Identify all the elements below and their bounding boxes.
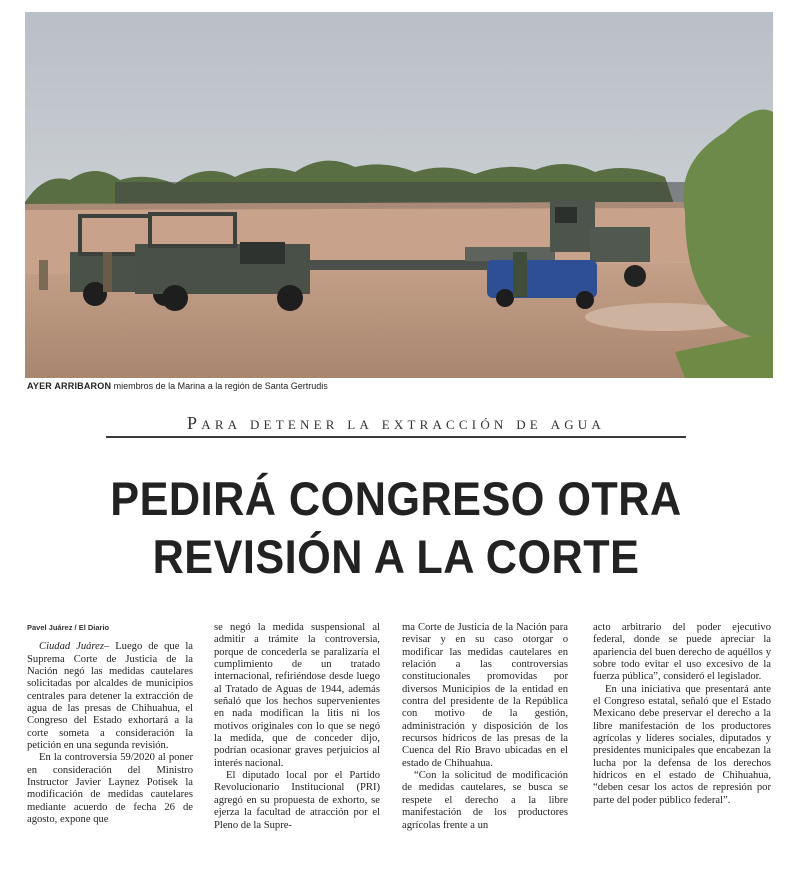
kicker: Para detener la extracción de agua [187,413,605,433]
headline-line-2: REVISIÓN A LA CORTE [152,530,640,583]
article-column-1 [27,622,193,827]
article-column-2 [214,622,380,832]
column-2-paragraph-1: se negó la medida suspensional al admitir a trámite la controversia, porque de concederla se paralizaría el cumplimiento de un tratado internacional, refiriéndose desde luego al Tratado de Aguas de 1944, además señaló que los hechos supervenientes en nada modifican la litis ni los motivos originales con lo que se negó la medida, que de conceder dijo, podrían ocasionar graves perjuicios al interés nacional. [214,622,380,769]
column-3-paragraph-2: “Con la solicitud de modificación de medidas cautelares, se busca se respete el derecho a la libre manifestación de los productores agrícolas frente a un [402,770,568,831]
column-4-paragraph-1: acto arbitrario del poder ejecutivo federal, donde se puede apreciar la apariencia del buen derecho de aquéllos y sobre todo evitar el uso excesivo de la fuerza pública”, consideró el legislador. [593,622,771,683]
headline [32,470,761,586]
caption-lead: AYER ARRIBARON [27,381,112,391]
article-column-4 [593,622,771,807]
column-2-paragraph-2: El diputado local por el Partido Revolucionario Institucional (PRI) agregó en su propuesta de exhorto, se ejerza la facultad de atracción por el Pleno de la Supre- [214,770,380,831]
headline-line-1: PEDIRÁ CONGRESO OTRA [110,472,682,525]
photo-marina-trucks-icon [25,12,773,378]
article-column-3 [402,622,568,832]
kicker-underline [106,436,686,438]
column-3-paragraph-1: ma Corte de Justicia de la Nación para revisar y en su caso otorgar o modificar las medidas cautelares en relación a las controversias constitucionales promovidas por diversos Municipios de la entidad en contra del presidente de la República con motivo de la gestión, administración y disposición de los recursos hídricos de las presas de la Cuenca del Río Bravo ubicadas en el estado de Chihuahua. [402,622,568,769]
column-1-paragraph-1: – Luego de que la Suprema Corte de Justicia de la Nación negó las medidas cautelares solicitadas por alcaldes de municipios centrales para detener la extracción de agua de las presas de Chihuahua, el Congreso del Estado exhortará a la corte someta a consideración la petición en una segunda revisión. [27,641,193,752]
column-4-paragraph-2: En una iniciativa que presentará ante el Congreso estatal, señaló que el Estado Mexicano debe preservar el derecho a la libre manifestación de los productores agrícolas y líderes sociales, diputados y presidentes municipales que encabezan la lucha por la defensa de los derechos hídricos en el estado de Chihuahua, “deben cesar los actos de represión por parte del poder público federal”. [593,683,771,806]
byline: Pavel Juárez / El Diario [27,623,110,632]
news-photo [25,12,773,378]
dateline: Ciudad Juárez [39,641,104,653]
caption-text: miembros de la Marina a la región de Santa Gertrudis [111,381,328,391]
photo-caption [27,381,328,391]
column-1-paragraph-2: En la controversia 59/2020 al poner en consideración del Ministro Instructor Javier Laynez Potisek la modificación de medidas cautelares mediante acuerdo de fecha 26 de agosto, expone que [27,752,193,826]
